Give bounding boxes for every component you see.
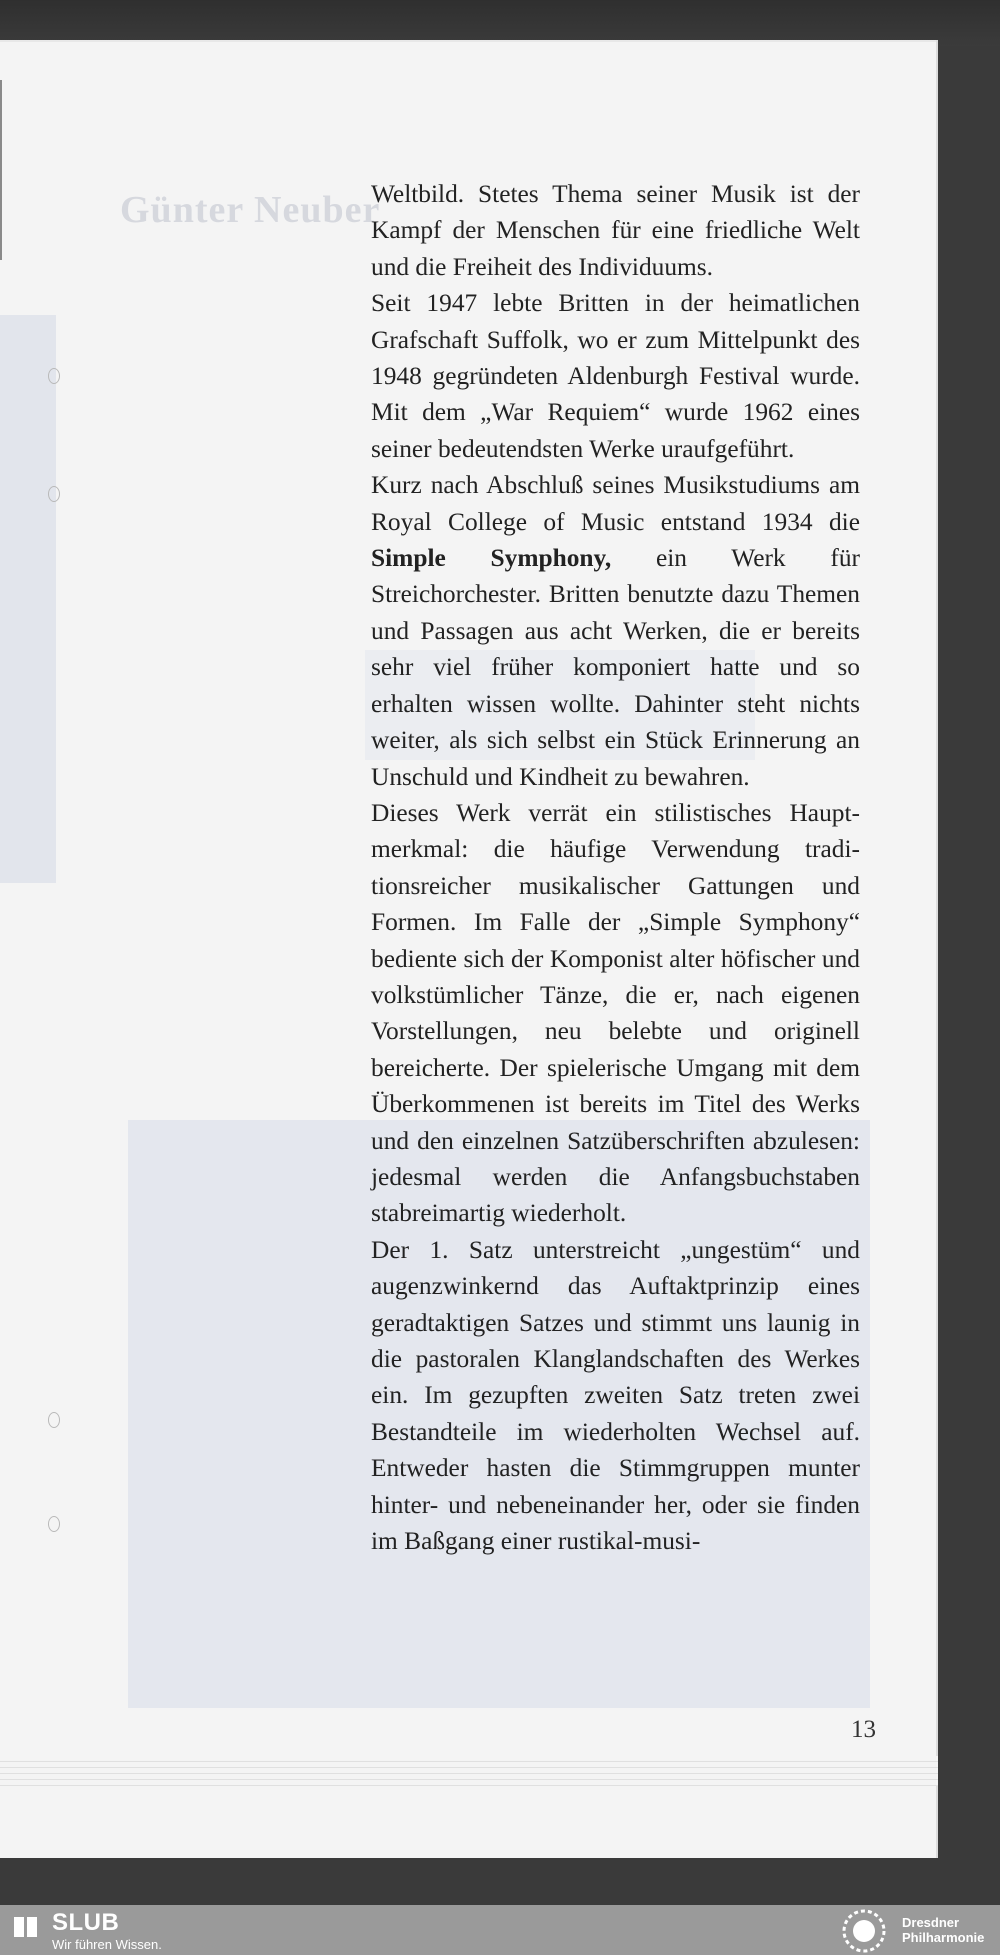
body-text	[371, 176, 860, 1559]
slub-tagline: Wir führen Wissen.	[52, 1937, 162, 1952]
punch-hole-mark	[48, 1412, 60, 1428]
paragraph-3-start: Kurz nach Abschluß seines Musikstudiums am Royal College of Music entstand 1934 die	[371, 471, 860, 536]
slub-book-icon	[12, 1913, 40, 1941]
paragraph-3-end: ein Werk für Streichorchester. Britten benutzte dazu Themen und Passagen aus acht Werken, die er bereits sehr viel früher komponiert hatte und so erhalten wissen wollte. Dahinter steht nichts weiter, als sich selbst ein Stück Erinnerung an Unschuld und Kindheit zu bewahren.	[371, 544, 860, 791]
paragraph-5: Der 1. Satz unterstreicht „ungestüm“ und augenzwinkernd das Auftaktprinzip eines geradtaktigen Satzes und stimmt uns launig in die pastoralen Klanglandschaften des Werkes ein. Im gezupften zweiten Satz treten zwei Bestandteile im wiederholten Wechsel auf. Entweder hasten die Stimmgruppen munter hinter- und nebeneinander her, oder sie finden im Baßgang einer rustikal-musi-	[371, 1235, 860, 1556]
paragraph-4: Dieses Werk verrät ein stilistisches Hauptmerkmal: die häufige Verwendung traditionsreicher musikalischer Gattungen und Formen. Im Falle der „Simple Symphony“ bediente sich der Komponist alter höfischer und volkstümlicher Tänze, die er, nach eigenen Vorstellungen, neu belebte und originell bereicherte. Der spielerische Umgang mit dem Überkommenen ist bereits im Titel des Werks und den einzelnen Satzüberschriften abzulesen: jedesmal werden die Anfangsbuchstaben stabreimartig wiederholt.	[371, 798, 860, 1228]
paragraph-3	[371, 467, 860, 795]
philharmonie-name-line1: Dresdner	[902, 1915, 960, 1930]
philharmonie-name-line2: Philharmonie	[902, 1930, 985, 1945]
footer-bar	[0, 1905, 1000, 1955]
work-title-bold: Simple Symphony,	[371, 544, 612, 573]
paragraph-2: Seit 1947 lebte Britten in der heimatlichen Grafschaft Suffolk, wo er zum Mittelpunkt des 1948 gegründeten Aldenburgh Festival wurde. Mit dem „War Requiem“ wurde 1962 eines seiner bedeutendsten Werke uraufgeführt.	[371, 289, 860, 463]
show-through-heading: Günter Neuber	[120, 189, 381, 231]
punch-hole-mark	[48, 1516, 60, 1532]
page-number: 13	[851, 1716, 876, 1743]
show-through-box-left	[0, 315, 56, 883]
philharmonie-name	[902, 1915, 984, 1945]
page-edge-line	[0, 80, 2, 260]
punch-hole-mark	[48, 368, 60, 384]
paragraph-1: Weltbild. Stetes Thema seiner Musik ist der Kampf der Menschen für eine friedliche Welt und die Freiheit des Individuums.	[371, 180, 860, 281]
punch-hole-mark	[48, 486, 60, 502]
scan-rule-lines	[0, 1756, 938, 1786]
philharmonie-logo-icon	[842, 1909, 886, 1953]
slub-logo-text: SLUB	[52, 1909, 120, 1936]
